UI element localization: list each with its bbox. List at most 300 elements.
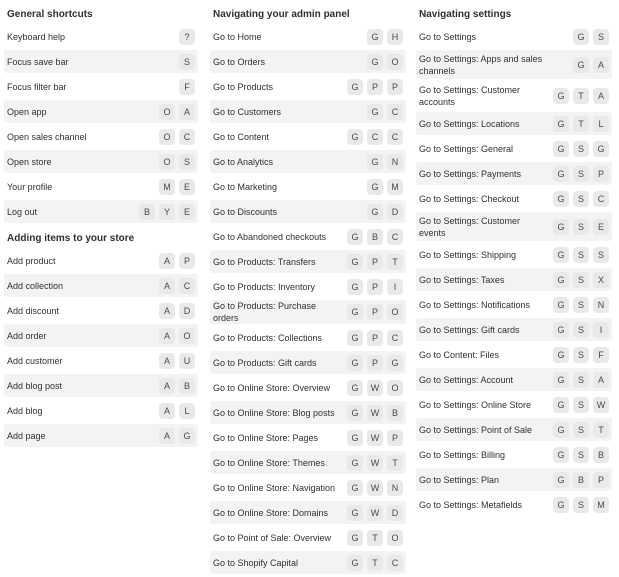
shortcut-keys — [553, 116, 609, 132]
shortcut-key: O — [159, 129, 175, 145]
shortcut-key: N — [387, 480, 403, 496]
shortcut-label: Add discount — [7, 305, 60, 316]
shortcut-key: G — [553, 116, 569, 132]
shortcut-row — [416, 393, 612, 416]
shortcut-key: G — [367, 179, 383, 195]
shortcut-key: P — [593, 166, 609, 182]
shortcut-row — [210, 351, 406, 374]
shortcut-row — [4, 50, 198, 73]
shortcut-keys — [553, 422, 609, 438]
shortcut-key: G — [347, 355, 363, 371]
shortcut-keys — [179, 54, 195, 70]
shortcut-key: A — [159, 278, 175, 294]
column-admin — [210, 4, 406, 576]
shortcut-key: G — [553, 397, 569, 413]
shortcut-key: W — [367, 430, 383, 446]
shortcut-key: S — [573, 347, 589, 363]
admin-navigation-list — [210, 25, 406, 574]
shortcut-key: S — [573, 247, 589, 263]
shortcut-row — [210, 551, 406, 574]
shortcut-row — [210, 526, 406, 549]
shortcut-keys — [553, 497, 609, 513]
shortcut-label: Go to Products: Gift cards — [213, 357, 317, 368]
column-general — [4, 4, 198, 449]
shortcut-key: G — [553, 297, 569, 313]
shortcut-label: Go to Settings — [419, 31, 477, 42]
shortcut-key: S — [179, 154, 195, 170]
shortcut-keys — [347, 330, 403, 346]
shortcut-key: N — [593, 297, 609, 313]
shortcut-label: Go to Products: Transfers — [213, 256, 316, 267]
shortcut-key: O — [387, 304, 403, 320]
shortcut-row — [416, 212, 612, 241]
shortcut-label: Add order — [7, 330, 47, 341]
shortcut-key: S — [573, 372, 589, 388]
shortcut-label: Go to Online Store: Domains — [213, 507, 329, 518]
shortcut-key: C — [387, 129, 403, 145]
shortcut-keys — [159, 104, 195, 120]
shortcut-key: W — [367, 480, 383, 496]
shortcut-key: G — [347, 79, 363, 95]
shortcut-key: G — [367, 54, 383, 70]
shortcut-row — [210, 100, 406, 123]
shortcut-row — [4, 274, 198, 297]
shortcut-key: C — [387, 330, 403, 346]
shortcut-key: P — [179, 253, 195, 269]
shortcut-row — [210, 476, 406, 499]
shortcut-key: G — [347, 405, 363, 421]
shortcut-row — [416, 25, 612, 48]
shortcut-label: Focus filter bar — [7, 81, 67, 92]
adding-items-list — [4, 249, 198, 447]
shortcut-key: W — [367, 405, 383, 421]
shortcut-key: G — [553, 422, 569, 438]
shortcut-key: S — [573, 272, 589, 288]
shortcut-keys — [347, 229, 403, 245]
shortcut-key: P — [367, 279, 383, 295]
shortcut-row — [4, 249, 198, 272]
shortcut-key: S — [573, 219, 589, 235]
shortcut-label: Go to Content — [213, 131, 270, 142]
shortcut-key: M — [593, 497, 609, 513]
shortcut-key: T — [573, 88, 589, 104]
shortcut-label: Go to Settings: Customer accounts — [419, 84, 521, 107]
shortcut-label: Go to Products: Purchase orders — [213, 301, 317, 323]
shortcut-key: A — [159, 303, 175, 319]
shortcut-keys — [347, 279, 403, 295]
shortcut-label: Go to Home — [213, 31, 262, 42]
shortcut-label: Go to Online Store: Themes — [213, 457, 325, 468]
shortcut-key: S — [573, 447, 589, 463]
shortcut-label: Go to Analytics — [213, 156, 274, 167]
shortcut-row — [210, 175, 406, 198]
shortcut-row — [416, 493, 612, 516]
shortcut-key: A — [593, 372, 609, 388]
shortcut-key: S — [593, 29, 609, 45]
shortcut-keys — [553, 447, 609, 463]
shortcut-key: G — [347, 555, 363, 571]
shortcut-label: Open store — [7, 156, 52, 167]
shortcut-row — [210, 401, 406, 424]
shortcut-key: G — [553, 272, 569, 288]
shortcut-label: Go to Products: Collections — [213, 332, 323, 343]
shortcut-key: G — [367, 104, 383, 120]
shortcut-key: W — [367, 455, 383, 471]
shortcut-row — [210, 300, 406, 324]
shortcut-label: Add blog — [7, 405, 43, 416]
shortcut-key: L — [179, 403, 195, 419]
shortcut-label: Add collection — [7, 280, 64, 291]
shortcut-key: G — [347, 380, 363, 396]
shortcut-keys — [159, 179, 195, 195]
shortcut-keys — [367, 54, 403, 70]
shortcut-row — [4, 75, 198, 98]
shortcut-label: Go to Settings: Gift cards — [419, 324, 520, 335]
shortcut-keys — [553, 88, 609, 104]
shortcut-key: I — [387, 279, 403, 295]
shortcut-key: W — [367, 380, 383, 396]
shortcut-key: T — [367, 530, 383, 546]
shortcut-key: P — [593, 472, 609, 488]
shortcut-key: ? — [179, 29, 195, 45]
shortcut-keys — [159, 278, 195, 294]
shortcut-keys — [159, 428, 195, 444]
shortcut-keys — [347, 79, 403, 95]
shortcut-key: G — [347, 330, 363, 346]
shortcut-key: S — [573, 422, 589, 438]
shortcut-row — [4, 349, 198, 372]
shortcut-key: E — [179, 179, 195, 195]
shortcut-key: G — [553, 347, 569, 363]
shortcut-row — [210, 75, 406, 98]
shortcut-key: O — [159, 154, 175, 170]
shortcut-label: Add customer — [7, 355, 63, 366]
shortcut-label: Go to Abandoned checkouts — [213, 231, 327, 242]
shortcut-row — [416, 368, 612, 391]
shortcut-keys — [347, 480, 403, 496]
shortcut-key: D — [387, 505, 403, 521]
shortcut-key: G — [347, 505, 363, 521]
shortcut-row — [210, 426, 406, 449]
shortcut-label: Go to Settings: Taxes — [419, 274, 505, 285]
shortcut-key: C — [593, 191, 609, 207]
shortcut-keys — [347, 355, 403, 371]
shortcut-row — [416, 243, 612, 266]
shortcut-key: P — [367, 304, 383, 320]
shortcut-row — [4, 25, 198, 48]
shortcut-label: Go to Settings: Billing — [419, 449, 506, 460]
shortcut-keys — [553, 219, 609, 235]
shortcut-keys — [553, 191, 609, 207]
shortcut-key: W — [593, 397, 609, 413]
shortcut-key: N — [387, 154, 403, 170]
shortcut-key: O — [159, 104, 175, 120]
shortcut-key: G — [573, 57, 589, 73]
shortcut-key: E — [179, 204, 195, 220]
shortcut-label: Go to Settings: Locations — [419, 118, 520, 129]
shortcut-row — [416, 187, 612, 210]
shortcut-keys — [159, 353, 195, 369]
shortcut-row — [210, 225, 406, 248]
shortcut-row — [4, 324, 198, 347]
shortcut-key: B — [139, 204, 155, 220]
shortcut-key: P — [387, 79, 403, 95]
shortcut-keys — [139, 204, 195, 220]
shortcut-keys — [367, 104, 403, 120]
shortcut-keys — [179, 29, 195, 45]
shortcut-key: A — [593, 88, 609, 104]
shortcut-key: O — [387, 530, 403, 546]
shortcut-row — [210, 50, 406, 73]
shortcut-row — [210, 275, 406, 298]
shortcut-row — [4, 374, 198, 397]
section-title-adding: Adding items to your store — [7, 233, 135, 244]
shortcut-row — [210, 150, 406, 173]
shortcut-row — [210, 25, 406, 48]
shortcut-key: T — [387, 455, 403, 471]
shortcut-label: Log out — [7, 206, 38, 217]
shortcut-row — [210, 125, 406, 148]
shortcut-key: G — [367, 204, 383, 220]
shortcut-key: G — [553, 88, 569, 104]
shortcut-keys — [347, 530, 403, 546]
shortcut-label: Keyboard help — [7, 31, 66, 42]
shortcut-key: S — [573, 191, 589, 207]
shortcut-keys — [347, 405, 403, 421]
shortcut-label: Go to Customers — [213, 106, 282, 117]
shortcut-keys — [347, 455, 403, 471]
shortcut-keys — [553, 322, 609, 338]
shortcut-key: G — [553, 447, 569, 463]
shortcut-key: S — [573, 322, 589, 338]
shortcut-row — [416, 343, 612, 366]
shortcut-key: S — [573, 397, 589, 413]
shortcut-keys — [179, 79, 195, 95]
shortcut-row — [210, 326, 406, 349]
shortcut-label: Go to Settings: Metafields — [419, 499, 523, 510]
shortcut-row — [416, 268, 612, 291]
shortcut-key: G — [347, 229, 363, 245]
shortcut-keys — [159, 253, 195, 269]
shortcut-key: C — [387, 555, 403, 571]
shortcut-label: Go to Settings: Point of Sale — [419, 424, 533, 435]
shortcut-key: A — [159, 353, 175, 369]
shortcut-key: P — [367, 254, 383, 270]
shortcut-label: Go to Settings: Apps and sales channels — [419, 53, 543, 76]
shortcut-row — [4, 100, 198, 123]
shortcut-keys — [347, 380, 403, 396]
shortcut-row — [416, 293, 612, 316]
shortcut-keys — [159, 378, 195, 394]
shortcut-key: G — [347, 430, 363, 446]
shortcut-key: G — [387, 355, 403, 371]
shortcut-key: B — [179, 378, 195, 394]
shortcut-label: Go to Orders — [213, 56, 266, 67]
general-shortcuts-list — [4, 25, 198, 223]
shortcut-key: C — [367, 129, 383, 145]
section-title-general: General shortcuts — [7, 9, 93, 20]
shortcut-key: S — [573, 497, 589, 513]
shortcut-label: Go to Products: Inventory — [213, 281, 316, 292]
shortcut-key: L — [593, 116, 609, 132]
shortcut-keys — [553, 347, 609, 363]
shortcut-label: Focus save bar — [7, 56, 69, 67]
shortcut-label: Go to Online Store: Pages — [213, 432, 319, 443]
shortcut-key: M — [387, 179, 403, 195]
shortcut-row — [210, 451, 406, 474]
shortcut-key: E — [593, 219, 609, 235]
shortcut-label: Go to Settings: Notifications — [419, 299, 531, 310]
shortcut-key: B — [387, 405, 403, 421]
shortcut-row — [210, 250, 406, 273]
shortcut-key: F — [179, 79, 195, 95]
shortcut-label: Go to Online Store: Blog posts — [213, 407, 335, 418]
shortcut-key: G — [347, 480, 363, 496]
shortcut-key: T — [593, 422, 609, 438]
shortcut-keys — [347, 304, 403, 320]
shortcut-key: T — [387, 254, 403, 270]
shortcut-keys — [553, 397, 609, 413]
shortcut-key: P — [367, 355, 383, 371]
shortcut-keys — [553, 297, 609, 313]
shortcut-key: S — [573, 297, 589, 313]
shortcut-key: G — [367, 154, 383, 170]
shortcut-keys — [553, 166, 609, 182]
shortcut-key: G — [553, 141, 569, 157]
shortcut-key: S — [573, 166, 589, 182]
column-settings — [416, 4, 612, 518]
shortcut-row — [416, 468, 612, 491]
shortcut-key: P — [367, 330, 383, 346]
shortcut-key: T — [573, 116, 589, 132]
shortcut-keys — [159, 154, 195, 170]
shortcut-key: X — [593, 272, 609, 288]
shortcut-key: W — [367, 505, 383, 521]
shortcut-label: Your profile — [7, 181, 53, 192]
shortcut-label: Go to Online Store: Overview — [213, 382, 331, 393]
shortcut-key: C — [387, 229, 403, 245]
shortcut-keys — [553, 272, 609, 288]
shortcut-row — [4, 175, 198, 198]
shortcut-label: Go to Settings: General — [419, 143, 514, 154]
shortcut-row — [4, 125, 198, 148]
shortcut-row — [416, 137, 612, 160]
shortcut-keys — [553, 372, 609, 388]
shortcut-key: C — [387, 104, 403, 120]
shortcut-key: B — [573, 472, 589, 488]
shortcut-keys — [347, 430, 403, 446]
shortcut-key: G — [553, 372, 569, 388]
shortcut-key: O — [387, 380, 403, 396]
shortcut-key: G — [573, 29, 589, 45]
shortcut-keys — [367, 29, 403, 45]
shortcut-key: D — [387, 204, 403, 220]
shortcut-row — [4, 200, 198, 223]
shortcut-key: G — [179, 428, 195, 444]
shortcut-key: I — [593, 322, 609, 338]
shortcut-key: G — [553, 472, 569, 488]
shortcut-label: Go to Settings: Payments — [419, 168, 522, 179]
shortcut-row — [416, 418, 612, 441]
shortcut-key: A — [159, 403, 175, 419]
shortcut-key: G — [347, 455, 363, 471]
shortcut-keys — [347, 555, 403, 571]
shortcut-label: Go to Online Store: Navigation — [213, 482, 336, 493]
shortcut-label: Go to Settings: Customer events — [419, 215, 521, 238]
shortcut-key: P — [367, 79, 383, 95]
shortcut-key: U — [179, 353, 195, 369]
shortcut-key: G — [553, 322, 569, 338]
shortcut-label: Go to Settings: Plan — [419, 474, 500, 485]
shortcut-row — [210, 376, 406, 399]
shortcut-key: G — [553, 219, 569, 235]
shortcut-label: Go to Products — [213, 81, 274, 92]
section-title-admin: Navigating your admin panel — [213, 9, 350, 20]
shortcut-keys — [573, 57, 609, 73]
shortcut-keys — [553, 247, 609, 263]
shortcut-label: Open sales channel — [7, 131, 87, 142]
shortcut-row — [416, 81, 612, 110]
shortcut-key: A — [159, 378, 175, 394]
shortcut-key: S — [593, 247, 609, 263]
shortcut-keys — [367, 179, 403, 195]
shortcut-row — [416, 162, 612, 185]
shortcut-key: G — [367, 29, 383, 45]
shortcut-key: C — [179, 278, 195, 294]
shortcut-keys — [553, 141, 609, 157]
shortcut-keys — [159, 403, 195, 419]
shortcut-key: M — [159, 179, 175, 195]
shortcut-label: Add blog post — [7, 380, 63, 391]
shortcut-key: O — [179, 328, 195, 344]
shortcut-key: G — [553, 497, 569, 513]
shortcut-row — [210, 200, 406, 223]
shortcut-key: A — [159, 428, 175, 444]
shortcut-keys — [347, 505, 403, 521]
shortcut-key: H — [387, 29, 403, 45]
section-title-settings: Navigating settings — [419, 9, 512, 20]
shortcut-keys — [159, 129, 195, 145]
shortcut-keys — [367, 154, 403, 170]
shortcut-key: Y — [159, 204, 175, 220]
shortcut-key: G — [347, 530, 363, 546]
shortcut-keys — [347, 129, 403, 145]
shortcut-key: T — [367, 555, 383, 571]
shortcut-row — [4, 399, 198, 422]
shortcut-label: Add product — [7, 255, 56, 266]
shortcut-key: A — [179, 104, 195, 120]
shortcut-label: Add page — [7, 430, 46, 441]
shortcut-label: Go to Point of Sale: Overview — [213, 532, 332, 543]
shortcut-label: Go to Settings: Account — [419, 374, 514, 385]
shortcut-key: G — [553, 191, 569, 207]
shortcut-row — [4, 299, 198, 322]
settings-navigation-list — [416, 25, 612, 516]
shortcut-key: A — [159, 253, 175, 269]
shortcut-row — [416, 112, 612, 135]
shortcut-row — [416, 318, 612, 341]
shortcut-row — [210, 501, 406, 524]
shortcut-row — [4, 150, 198, 173]
shortcut-key: A — [159, 328, 175, 344]
shortcut-key: C — [179, 129, 195, 145]
shortcut-key: G — [553, 247, 569, 263]
shortcut-label: Go to Content: Files — [419, 349, 500, 360]
shortcut-key: G — [347, 254, 363, 270]
shortcut-key: G — [553, 166, 569, 182]
shortcut-keys — [367, 204, 403, 220]
shortcut-key: A — [593, 57, 609, 73]
